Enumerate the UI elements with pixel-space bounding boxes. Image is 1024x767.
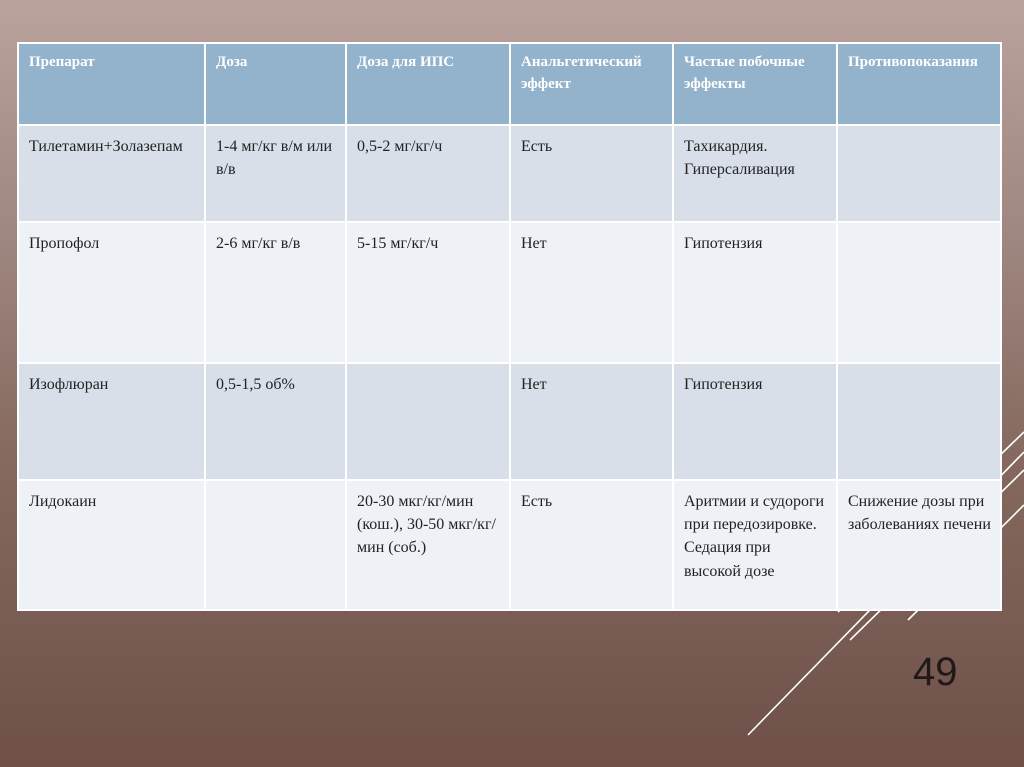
- cell-analgesic-effect: Нет: [511, 364, 672, 479]
- cell-drug: Изофлюран: [19, 364, 204, 479]
- cell-dose-ips: 0,5-2 мг/кг/ч: [347, 126, 509, 221]
- header-dose-ips: Доза для ИПС: [347, 44, 509, 124]
- table-row: [19, 223, 1000, 362]
- cell-dose: [206, 481, 345, 609]
- cell-drug: Пропофол: [19, 223, 204, 362]
- cell-side-effects: Гипотензия: [674, 223, 836, 362]
- table-header-row: [19, 44, 1000, 124]
- header-side-effects: Частые побочные эффекты: [674, 44, 836, 124]
- cell-contraindications: [838, 364, 1000, 479]
- header-dose: Доза: [206, 44, 345, 124]
- cell-dose-ips: 20-30 мкг/кг/мин (кош.), 30-50 мкг/кг/мин (соб.): [347, 481, 509, 609]
- cell-drug: Лидокаин: [19, 481, 204, 609]
- cell-dose-ips: 5-15 мг/кг/ч: [347, 223, 509, 362]
- table-row: [19, 481, 1000, 609]
- cell-analgesic-effect: Нет: [511, 223, 672, 362]
- cell-analgesic-effect: Есть: [511, 126, 672, 221]
- cell-dose: 1-4 мг/кг в/м или в/в: [206, 126, 345, 221]
- cell-drug: Тилетамин+Золазепам: [19, 126, 204, 221]
- table-row: [19, 364, 1000, 479]
- cell-analgesic-effect: Есть: [511, 481, 672, 609]
- header-drug: Препарат: [19, 44, 204, 124]
- cell-side-effects: Гипотензия: [674, 364, 836, 479]
- header-analgesic-effect: Анальгетический эффект: [511, 44, 672, 124]
- header-contraindications: Противопоказания: [838, 44, 1000, 124]
- page-number: 49: [913, 650, 958, 694]
- cell-side-effects: Тахикардия. Гиперсаливация: [674, 126, 836, 221]
- cell-contraindications: [838, 126, 1000, 221]
- cell-dose: 2-6 мг/кг в/в: [206, 223, 345, 362]
- cell-side-effects: Аритмии и судороги при передозировке. Седация при высокой дозе: [674, 481, 836, 609]
- cell-dose-ips: [347, 364, 509, 479]
- cell-dose: 0,5-1,5 об%: [206, 364, 345, 479]
- drug-table: [17, 42, 1002, 611]
- table-row: [19, 126, 1000, 221]
- cell-contraindications: [838, 223, 1000, 362]
- cell-contraindications: Снижение дозы при заболеваниях печени: [838, 481, 1000, 609]
